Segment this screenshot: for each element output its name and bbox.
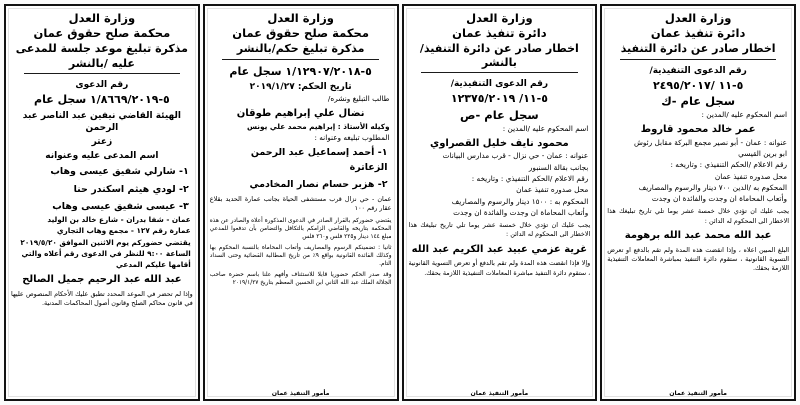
notice1-case-number: ٥-١/٨٦٦٩/٢٠١٩ سجل عام (34, 93, 170, 107)
notice3-address-2: بجانب بقالة السنبور (528, 162, 589, 172)
notice1-defendant-2: ٢- لودي هيثم اسكندر حنا (73, 183, 189, 195)
notice2-judgment-date: تاريخ الحكم: ٢٠١٩/١/٢٧ (249, 81, 352, 92)
notice3-title: اخطار صادر عن دائرة التنفيذ/بالنشر (419, 41, 579, 69)
legal-notice-1 (4, 4, 200, 401)
notice4-document-2: محل صدوره تنفيذ عمان (714, 171, 787, 181)
notice4-ministry: وزارة العدل (664, 11, 732, 25)
notice4-department: دائرة تنفيذ عمان (650, 26, 746, 41)
notice3-divider (421, 72, 577, 73)
notice2-court: محكمة صلح حقوق عمان (232, 26, 369, 41)
notice4-case-number: ٥-١١ /٢٤٩٥/٢٠١٧ (652, 78, 744, 92)
notice3-debtor-name: محمود نايف خليل القصراوي (430, 137, 569, 149)
notice2-divider (222, 59, 378, 60)
notice4-address-2: ابو برين القيسي (738, 148, 787, 158)
notice3-document-label: رقم الاعلام /الحكم التنفيذي : وتاريخه : (471, 174, 589, 184)
notice3-creditor: غرية عزمي عبيد عبد الكريم عبد الله (411, 243, 588, 255)
notice1-defendant-3: ٣- عيسى شفيق عيسى وهاب (52, 200, 189, 212)
notice2-to-label: المطلوب تبليغه وعنوانه : (314, 133, 390, 143)
notice3-document-2: محل صدوره تنفيذ عمان (516, 185, 589, 195)
notice1-defendant-1: ١- شارلي شفيق عيسى وهاب (50, 166, 189, 178)
notice3-footer: مأمور التنفيذ عمان (470, 390, 529, 397)
notice2-title: مذكرة تبليغ حكم/بالنشر (236, 41, 365, 55)
notice1-case-label: رقم الدعوى (75, 80, 129, 91)
legal-notice-2 (203, 4, 399, 401)
notice1-panel: الهيئة القاضي نيفين عبد الناصر عبد الرحمن (22, 110, 181, 133)
notice1-court: محكمة صلح حقوق عمان (33, 26, 171, 41)
notice3-department: دائرة تنفيذ عمان (452, 26, 547, 41)
notice4-warning-2: البلغ المبين اعلاه ، وإذا انقضت هذه المدة ولم تقم بالدفع او تعرض التسوية القانونية ، ستقوم دائرة التنفيذ بمباشرة المعاملات التنفيذية اللازمة بحقك. (607, 245, 789, 273)
notice2-party-1: ١- أحمد إسماعيل عبد الرحمن الزعاترة (250, 147, 388, 173)
notice1-plaintiff: عبد الله عبد الرحيم جميل الصالح (22, 274, 182, 286)
notice3-warning-1: يجب عليك ان تؤدي خلال خمسة عشر يوما تلي تاريخ تبليغك هذا الاخطار الى المحكوم له الدائن : (408, 221, 591, 239)
notice1-hearing-2: الساعة ٩:٠٠ للنظر في الدعوى رقم أعلاه والتي (21, 248, 191, 258)
notice3-amount-2: وأتعاب المحاماة ان وجدت والفائدة ان وجدت (453, 207, 589, 217)
notice2-body-1: يقتضي حضوركم بالقرار الصادر في الدعوى المذكورة أعلاه والصادر عن هذه المحكمة بتاريخه والقاضي الزامكم بالتكافل والتضامن بأن تدفعوا للمدعي مبلغ ١٤٤ دينار و٢٢٥ فلس و٢٦٠ فلس (209, 217, 392, 240)
notice4-divider (620, 59, 776, 60)
notice2-case-number: ٥-١/١٢٩٠٧/٢٠١٨ سجل عام (229, 64, 372, 78)
notice1-address-2: عمارة رقم ١٢٧ - مجمع وهاب التجاري (56, 226, 191, 236)
notice3-case-number: ٥-١١/ ١٢٣٧٥/٢٠١٩ (450, 92, 548, 106)
notice4-title: اخطار صادر عن دائرة التنفيذ (620, 41, 776, 55)
notice4-amount-2: وأتعاب المحاماة ان وجدت والفائدة ان وجدت (651, 194, 787, 204)
notice3-amount: المحكوم به : ١٥٠٠ دينار والرسوم والمصاريف (451, 196, 589, 206)
notice1-note: وإذا لم تحضر في الموعد المحدد تطبق عليك الأحكام المنصوص عليها في قانون محاكم الصلح وقانون أصول المحاكمات المدنية. (11, 289, 193, 308)
notice3-debtor-label: اسم المحكوم عليه /المدين : (502, 123, 589, 133)
notice4-debtor-label: اسم المحكوم عليه /المدين : (701, 109, 787, 119)
notice2-body-3: وقد صدر الحكم حضوريا قابلا للاستئناف وأفهم علنا باسم حضرة صاحب الجلالة الملك عبد الله الثاني ابن الحسين المعظم بتاريخ ٢٠١٩/١/٢٧ (209, 272, 392, 287)
notice3-address: عنوانه : عمان - حي نزال - قرب مدارس البيانات (442, 151, 589, 161)
notice4-record: سجل عام -ك (661, 93, 736, 108)
notice4-amount: المحكوم به /الدين ٧٠٠ دينار والرسوم والمصاريف (638, 182, 787, 192)
notice1-ministry: وزارة العدل (68, 11, 136, 25)
notice2-notified-label: طالب التبليغ ونشره/ (327, 93, 390, 103)
notice4-creditor: عبد الله محمد عبد الله برهومة (624, 230, 772, 242)
notice2-address: عمان - حي نزال قرب مستشفى الحياة بجانب عمارة الحديد بقلاع عقار رقم ١٠٠ (209, 195, 392, 213)
notice3-record: سجل عام -ص (460, 107, 539, 122)
notice4-case-label: رقم الدعوى التنفيذية/ (649, 65, 747, 76)
notice4-debtor-name: عمر خالد محمود قاروط (640, 124, 756, 136)
notice2-party-2: ٢- هزبر حسام نصار المخادمي (249, 178, 388, 190)
notice1-defendants-label: اسم المدعى عليه وعنوانه (45, 151, 159, 162)
notice4-footer: مأمور التنفيذ عمان (669, 390, 727, 397)
legal-notice-3 (402, 4, 598, 401)
notice1-title: مذكرة تبليغ موعد جلسة للمدعى (15, 41, 188, 55)
notice1-divider (24, 73, 180, 74)
notice1-panel-2: زعتر (91, 136, 113, 147)
notice4-document-label: رقم الاعلام /الحكم التنفيذي : وتاريخه : (670, 160, 787, 170)
legal-notice-4 (600, 4, 796, 401)
notice2-body-2: ثانيا : تضمينكم الرسوم والمصاريف وأتعاب المحاماة بالنسبة المحكوم بها وكذلك الفائدة القانونية بواقع ٩٪ من تاريخ المطالبة القضائية وحتى السداد التام. (209, 244, 392, 268)
notice3-ministry: وزارة العدل (466, 11, 533, 25)
notice2-ministry: وزارة العدل (267, 11, 334, 25)
notice4-address: عنوانه : عمان - أبو نصير مجمع البركة مقابل رئوش (633, 137, 787, 147)
notice2-agent: وكيله الأستاذ : إبراهيم محمد علي يونس (246, 121, 390, 131)
notice2-notified-name: نضال علي إبراهيم طوقان (236, 108, 365, 120)
notice1-hearing-3: أقامها عليكم المدعي (115, 260, 191, 270)
notice1-title-2: عليه /بالنشر (68, 56, 135, 70)
notice3-case-label: رقم الدعوى التنفيذية/ (450, 79, 549, 90)
notice4-warning-1: يجب عليك ان تؤدي خلال خمسة عشر يوما تلي تاريخ تبليغك هذا الاخطار الى المحكوم له الدائن : (607, 207, 789, 225)
notice2-footer: مأمور التنفيذ عمان (271, 390, 330, 397)
notice1-hearing: يقتضي حضوركم يوم الاثنين الموافق ٢٠١٩/٥/٢٠ (20, 237, 191, 247)
notice3-warning-2: وإلا فإذا انقضت هذه المدة ولم تقم بالدفع أو تعرض التسوية القانونية ، ستقوم دائرة التنفيذ مباشرة المعاملات التنفيذية اللازمة بحقك. (408, 259, 591, 277)
notice1-address: عمان - شفا بدران - شارع خالد بن الوليد (47, 215, 191, 224)
